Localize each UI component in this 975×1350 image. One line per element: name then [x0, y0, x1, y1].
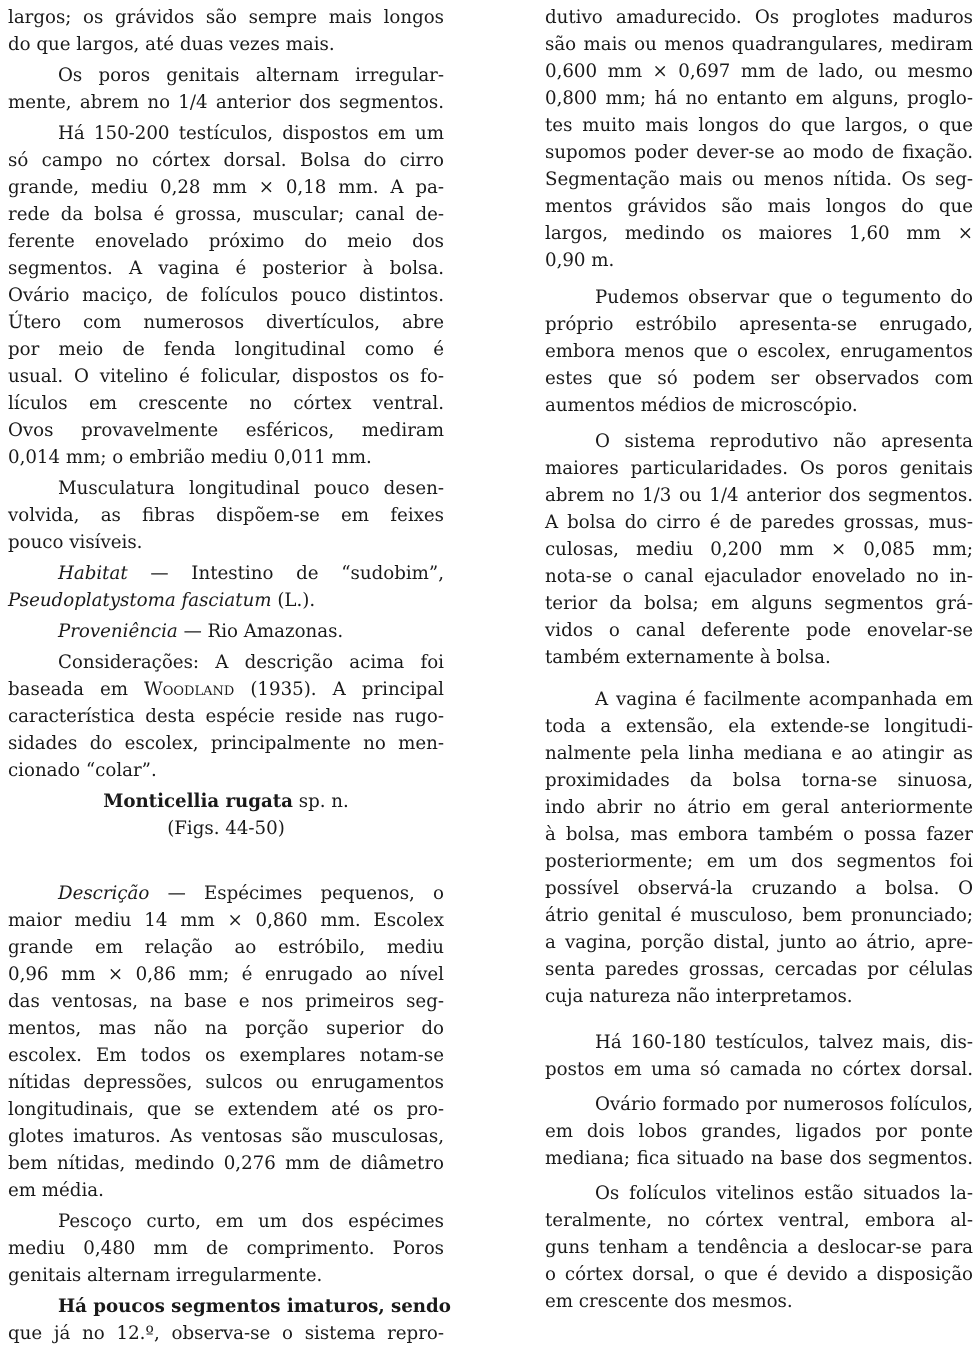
text-line: mentos, mas não na porção superior do: [8, 1018, 444, 1039]
text-line: Há 160-180 testículos, talvez mais, dis-: [595, 1032, 973, 1053]
proveniencia-dash: —: [177, 621, 208, 642]
text-line: largos; os grávidos são sempre mais longos: [8, 7, 444, 28]
text-line: o córtex dorsal, o que é devido a disposição: [545, 1264, 973, 1285]
text-line: posteriormente; em um dos segmentos foi: [545, 851, 973, 872]
text-line: [58, 880, 444, 907]
text-line: postos em uma só camada no córtex dorsal.: [545, 1059, 973, 1080]
text-line: nalmente pela linha mediana e ao atingir as: [545, 743, 973, 764]
text-line: Útero com numerosos divertículos, abre: [8, 312, 444, 333]
text-line: vidos o canal deferente pode enovelar-se: [545, 620, 973, 641]
text-line: A vagina é facilmente acompanhada em: [595, 689, 973, 710]
text-line: possível observá-la cruzando a bolsa. O: [545, 878, 973, 899]
text-line: mediana; fica situado na base dos segmentos.: [545, 1148, 973, 1169]
text-line: em crescente dos mesmos.: [545, 1291, 793, 1312]
text-line: característica desta espécie reside nas rugo-: [8, 706, 444, 727]
descricao-label: Descrição: [58, 883, 150, 904]
text-line: cionado “colar”.: [8, 760, 157, 781]
text-line: toda a extensão, ela extende-se longitudi-: [545, 716, 973, 737]
text-line: sidades do escolex, principalmente no men-: [8, 733, 444, 754]
text-line: supomos poder dever-se ao modo de fixação.: [545, 142, 973, 163]
text-line: tes muito mais longos do que largos, o que: [545, 115, 973, 136]
text-line: lículos em crescente no córtex ventral.: [8, 393, 444, 414]
text-line: Ovos provavelmente esféricos, mediram: [8, 420, 444, 441]
text-line: que já no 12.º, observa-se o sistema repro-: [8, 1323, 444, 1344]
text-line: 0,96 mm × 0,86 mm; é enrugado ao nível: [8, 964, 444, 985]
host-species: Pseudoplatystoma fasciatum: [8, 590, 272, 611]
text-line: mente, abrem no 1/4 anterior dos segmentos.: [8, 92, 444, 113]
text-line: usual. O vitelino é folicular, dispostos os fo-: [8, 366, 444, 387]
text-line: terior da bolsa; em alguns segmentos grá-: [545, 593, 973, 614]
text-line: das ventosas, na base e nos primeiros seg-: [8, 991, 444, 1012]
text-line: Segmentação mais ou menos nítida. Os seg-: [545, 169, 973, 190]
text-line: Há poucos segmentos imaturos, sendo: [58, 1296, 451, 1317]
text-line: 0,800 mm; há no entanto em alguns, proglo-: [545, 88, 973, 109]
text-line: [8, 587, 444, 614]
text-line: Os folículos vitelinos estão situados la-: [595, 1183, 973, 1204]
text-line: A bolsa do cirro é de paredes grossas, mus-: [545, 512, 973, 533]
text-line: senta paredes grossas, cercadas por células: [545, 959, 973, 980]
text-line: guns tenham a tendência a deslocar-se para: [545, 1237, 973, 1258]
text-line: mentos grávidos são mais longos do que: [545, 196, 973, 217]
text-line: dutivo amadurecido. Os proglotes maduros: [545, 7, 973, 28]
species-heading: [8, 788, 444, 815]
text-line: do que largos, até duas vezes mais.: [8, 34, 335, 55]
text-line: glotes imaturos. As ventosas são musculosas,: [8, 1126, 444, 1147]
text-line: teralmente, no córtex ventral, embora al-: [545, 1210, 973, 1231]
text-line: largos, medindo os maiores 1,60 mm ×: [545, 223, 973, 244]
text-line: Há 150-200 testículos, dispostos em um: [58, 123, 444, 144]
text-line: Ovário formado por numerosos folículos,: [595, 1094, 973, 1115]
text-line: abrem no 1/3 ou 1/4 anterior dos segmentos.: [545, 485, 973, 506]
text-line: rede da bolsa é grossa, muscular; canal de-: [8, 204, 444, 225]
text-line: cuja natureza não interpretamos.: [545, 986, 853, 1007]
text-line: aumentos médios de microscópio.: [545, 395, 858, 416]
text-line: 0,90 m.: [545, 250, 615, 271]
text-line: a vagina, porção distal, junto ao átrio, apre-: [545, 932, 973, 953]
text-line: proximidades da bolsa torna-se sinuosa,: [545, 770, 973, 791]
citation-author: Woodland: [144, 679, 235, 700]
text-line: são mais ou menos quadrangulares, mediram: [545, 34, 973, 55]
text-line: escolex. Em todos os exemplares notam-se: [8, 1045, 444, 1066]
habitat-dash: —: [127, 563, 192, 584]
text-line: estes que só podem ser observados com: [545, 368, 973, 389]
text-line: próprio estróbilo apresenta-se enrugado,: [545, 314, 973, 335]
text-line: ferente enovelado próximo do meio dos: [8, 231, 444, 252]
text-line: indo abrir no átrio em geral anteriormente: [545, 797, 973, 818]
species-suffix: sp. n.: [292, 791, 349, 812]
text-line: Os poros genitais alternam irregular-: [58, 65, 444, 86]
text-line: em dois lobos grandes, ligados por ponte: [545, 1121, 973, 1142]
text-line: bem nítidas, medindo 0,276 mm de diâmetro: [8, 1153, 444, 1174]
text-line: Pudemos observar que o tegumento do: [595, 287, 973, 308]
text-line: maior mediu 14 mm × 0,860 mm. Escolex: [8, 910, 444, 931]
text-line: 0,014 mm; o embrião mediu 0,011 mm.: [8, 447, 372, 468]
text-line: Considerações: A descrição acima foi: [58, 652, 444, 673]
text-line: por meio de fenda longitudinal como é: [8, 339, 444, 360]
species-name: Monticellia rugata: [103, 791, 293, 812]
text-line: 0,600 mm × 0,697 mm de lado, ou mesmo: [545, 61, 973, 82]
text-line: nota-se o canal ejaculador enovelado no in-: [545, 566, 973, 587]
text-line: Pescoço curto, em um dos espécimes: [58, 1211, 444, 1232]
text-line: [58, 618, 444, 645]
host-author: (L.).: [271, 590, 316, 611]
text-line: [8, 676, 444, 703]
habitat-text: Intestino de “sudobim”,: [191, 563, 444, 584]
descricao-text: — Espécimes pequenos, o: [149, 883, 444, 904]
text-line: culosas, mediu 0,200 mm × 0,085 mm;: [545, 539, 973, 560]
text-line: grande em relação ao estróbilo, mediu: [8, 937, 444, 958]
text-line: longitudinais, que se extendem até os pro-: [8, 1099, 444, 1120]
text-line: pouco visíveis.: [8, 532, 143, 553]
text-line: à bolsa, mas embora também o possa fazer: [545, 824, 973, 845]
text-line: só campo no córtex dorsal. Bolsa do cirro: [8, 150, 444, 171]
text-line: segmentos. A vagina é posterior à bolsa.: [8, 258, 444, 279]
citation-after: (1935). A principal: [234, 679, 444, 700]
text-line: [58, 560, 444, 587]
text-line: grande, mediu 0,28 mm × 0,18 mm. A pa-: [8, 177, 444, 198]
citation-before: baseada em: [8, 679, 145, 700]
text-line: maiores particularidades. Os poros genitais: [545, 458, 973, 479]
text-line: também externamente à bolsa.: [545, 647, 831, 668]
text-line: átrio genital é musculoso, bem pronunciado;: [545, 905, 973, 926]
text-line: Ovário maciço, de folículos pouco distintos.: [8, 285, 444, 306]
text-line: genitais alternam irregularmente.: [8, 1265, 323, 1286]
text-line: volvida, as fibras dispõem-se em feixes: [8, 505, 444, 526]
text-line: nítidas depressões, sulcos ou enrugamentos: [8, 1072, 444, 1093]
proveniencia-text: Rio Amazonas.: [207, 621, 344, 642]
text-line: embora menos que o escolex, enrugamentos: [545, 341, 973, 362]
figure-reference: (Figs. 44-50): [167, 818, 285, 839]
text-line: O sistema reprodutivo não apresenta: [595, 431, 973, 452]
text-line: Musculatura longitudinal pouco desen-: [58, 478, 444, 499]
text-line: em média.: [8, 1180, 104, 1201]
proveniencia-label: Proveniência: [58, 621, 178, 642]
text-line: mediu 0,480 mm de comprimento. Poros: [8, 1238, 444, 1259]
habitat-label: Habitat: [58, 563, 128, 584]
